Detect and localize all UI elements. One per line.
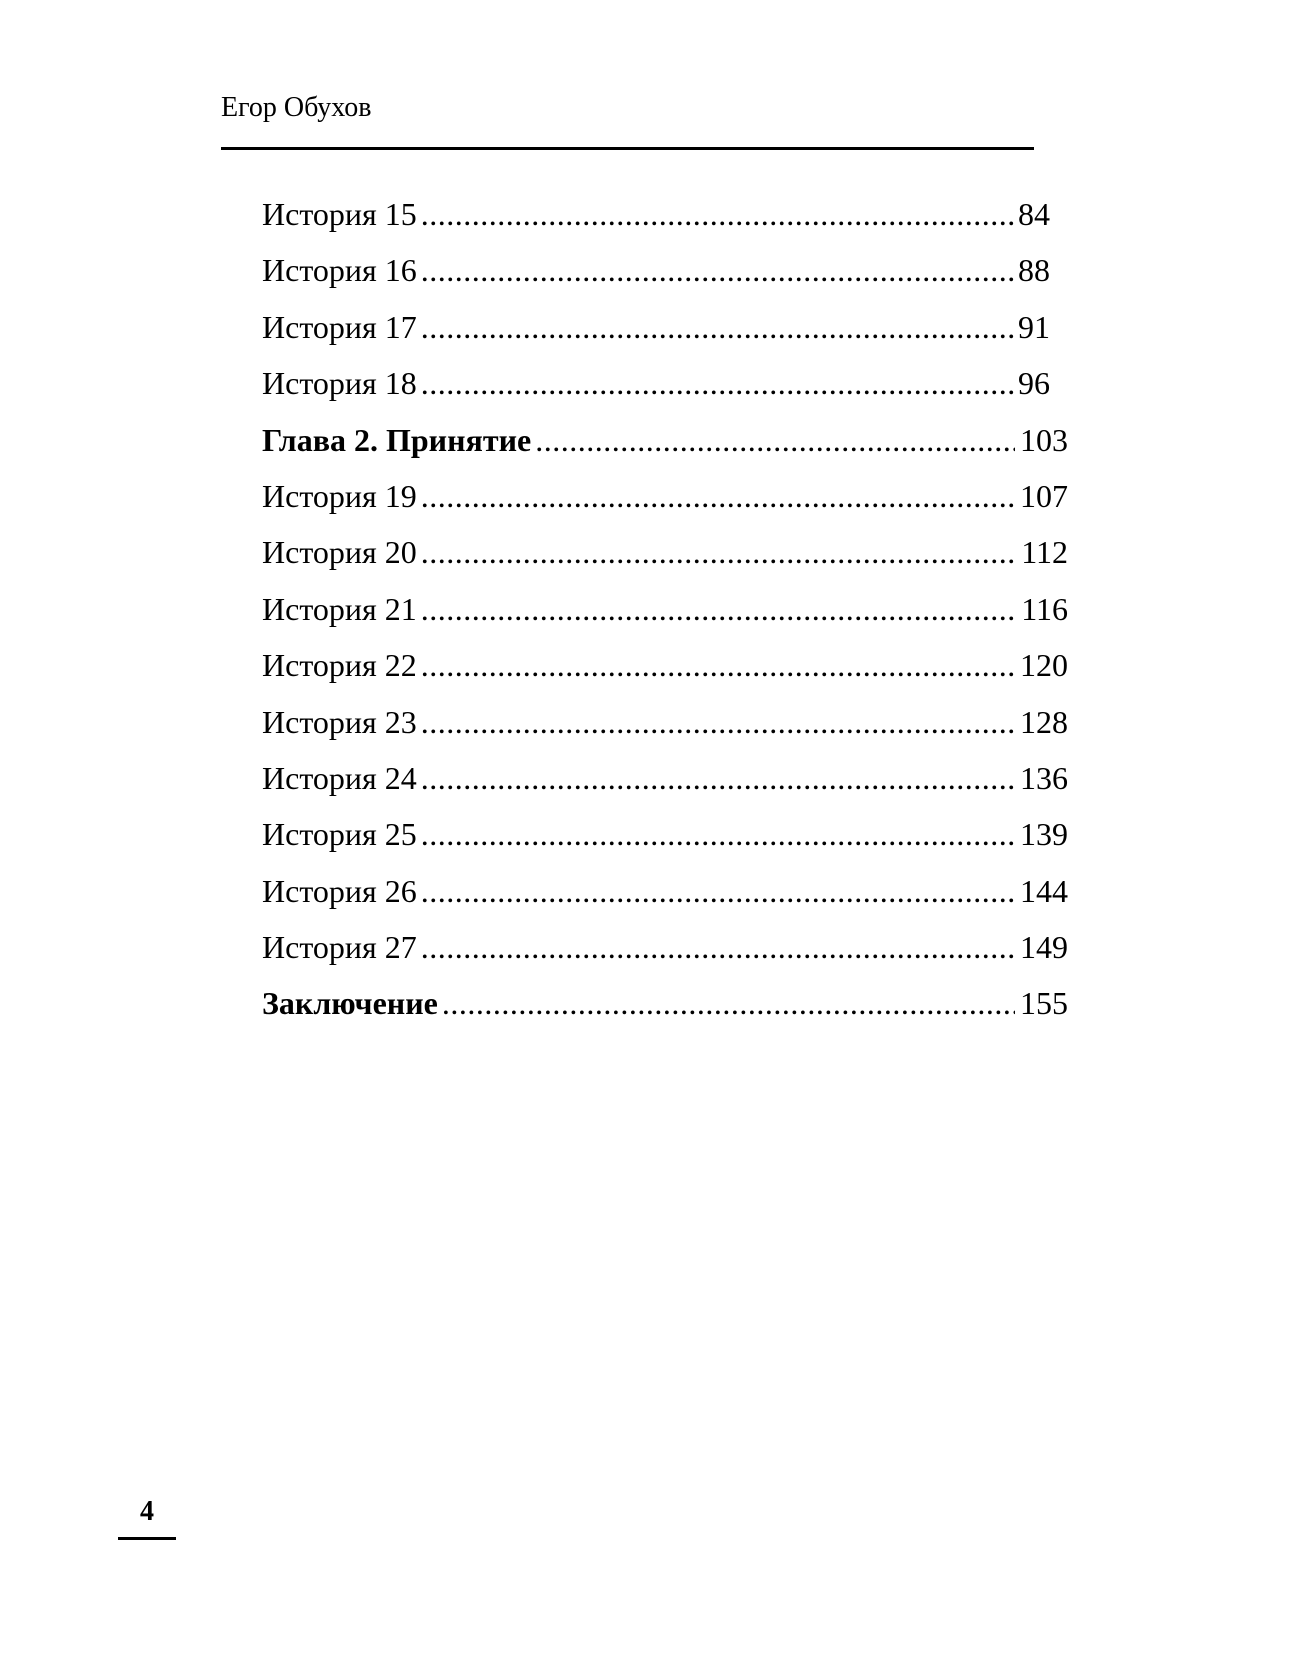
toc-entry-title: История 18 xyxy=(262,365,417,402)
toc-entry-page: 88 xyxy=(1018,252,1050,289)
toc-entry[interactable] xyxy=(262,927,1068,983)
toc-entry-title: История 20 xyxy=(262,534,417,571)
toc-entry-page: 112 xyxy=(1021,534,1068,571)
toc-entry[interactable] xyxy=(262,307,1068,363)
toc-entry[interactable] xyxy=(262,532,1068,588)
toc-entry[interactable] xyxy=(262,758,1068,814)
toc-entry[interactable] xyxy=(262,363,1068,419)
toc-dot-leader xyxy=(421,532,1015,572)
toc-dot-leader xyxy=(421,589,1015,629)
toc-entry-title: История 23 xyxy=(262,703,417,740)
page-number: 4 xyxy=(140,1496,154,1527)
toc-entry[interactable] xyxy=(262,645,1068,701)
toc-entry-page: 103 xyxy=(1020,421,1068,458)
toc-entry-title: История 17 xyxy=(262,308,417,345)
toc-dot-leader xyxy=(442,983,1015,1023)
toc-dot-leader xyxy=(421,758,1015,798)
toc-dot-leader xyxy=(421,363,1015,403)
toc-dot-leader xyxy=(421,250,1015,290)
toc-entry[interactable] xyxy=(262,194,1068,250)
toc-entry-title: История 25 xyxy=(262,816,417,853)
toc-entry-title: История 16 xyxy=(262,252,417,289)
toc-dot-leader xyxy=(421,927,1015,967)
toc-entry[interactable] xyxy=(262,476,1068,532)
toc-conclusion-entry[interactable] xyxy=(262,983,1068,1039)
toc-entry-page: 155 xyxy=(1020,985,1068,1022)
page-number-rule xyxy=(118,1537,176,1540)
toc-dot-leader xyxy=(421,645,1015,685)
running-head-author: Егор Обухов xyxy=(221,92,372,123)
toc-chapter-entry[interactable] xyxy=(262,420,1068,476)
toc-entry-page: 107 xyxy=(1020,477,1068,514)
toc-entry-title: История 27 xyxy=(262,929,417,966)
toc-entry-page: 96 xyxy=(1018,365,1050,402)
header-rule xyxy=(221,147,1034,150)
toc-entry-page: 120 xyxy=(1020,647,1068,684)
toc-entry-page: 91 xyxy=(1018,308,1050,345)
toc-entry-page: 136 xyxy=(1020,759,1068,796)
toc-entry-title: История 26 xyxy=(262,872,417,909)
toc-entry[interactable] xyxy=(262,589,1068,645)
toc-entry-title: История 15 xyxy=(262,196,417,232)
toc-entry-page: 139 xyxy=(1020,816,1068,853)
toc-dot-leader xyxy=(421,194,1015,234)
table-of-contents xyxy=(262,194,1068,1040)
toc-entry-page: 116 xyxy=(1021,590,1068,627)
toc-entry[interactable] xyxy=(262,250,1068,306)
toc-entry[interactable] xyxy=(262,702,1068,758)
toc-dot-leader xyxy=(535,420,1015,460)
toc-entry-page: 128 xyxy=(1020,703,1068,740)
toc-entry-page: 149 xyxy=(1020,929,1068,966)
toc-entry[interactable] xyxy=(262,814,1068,870)
toc-entry[interactable] xyxy=(262,871,1068,927)
toc-entry-title: История 19 xyxy=(262,477,417,514)
toc-dot-leader xyxy=(421,476,1015,516)
toc-entry-page: 84 xyxy=(1018,196,1050,232)
toc-entry-title: Глава 2. Принятие xyxy=(262,421,532,458)
toc-dot-leader xyxy=(421,814,1015,854)
toc-dot-leader xyxy=(421,871,1015,911)
toc-entry-page: 144 xyxy=(1020,872,1068,909)
toc-dot-leader xyxy=(421,307,1015,347)
toc-entry-title: История 24 xyxy=(262,759,417,796)
toc-entry-title: История 21 xyxy=(262,590,417,627)
toc-entry-title: Заключение xyxy=(262,985,438,1022)
toc-dot-leader xyxy=(421,702,1015,742)
toc-entry-title: История 22 xyxy=(262,647,417,684)
